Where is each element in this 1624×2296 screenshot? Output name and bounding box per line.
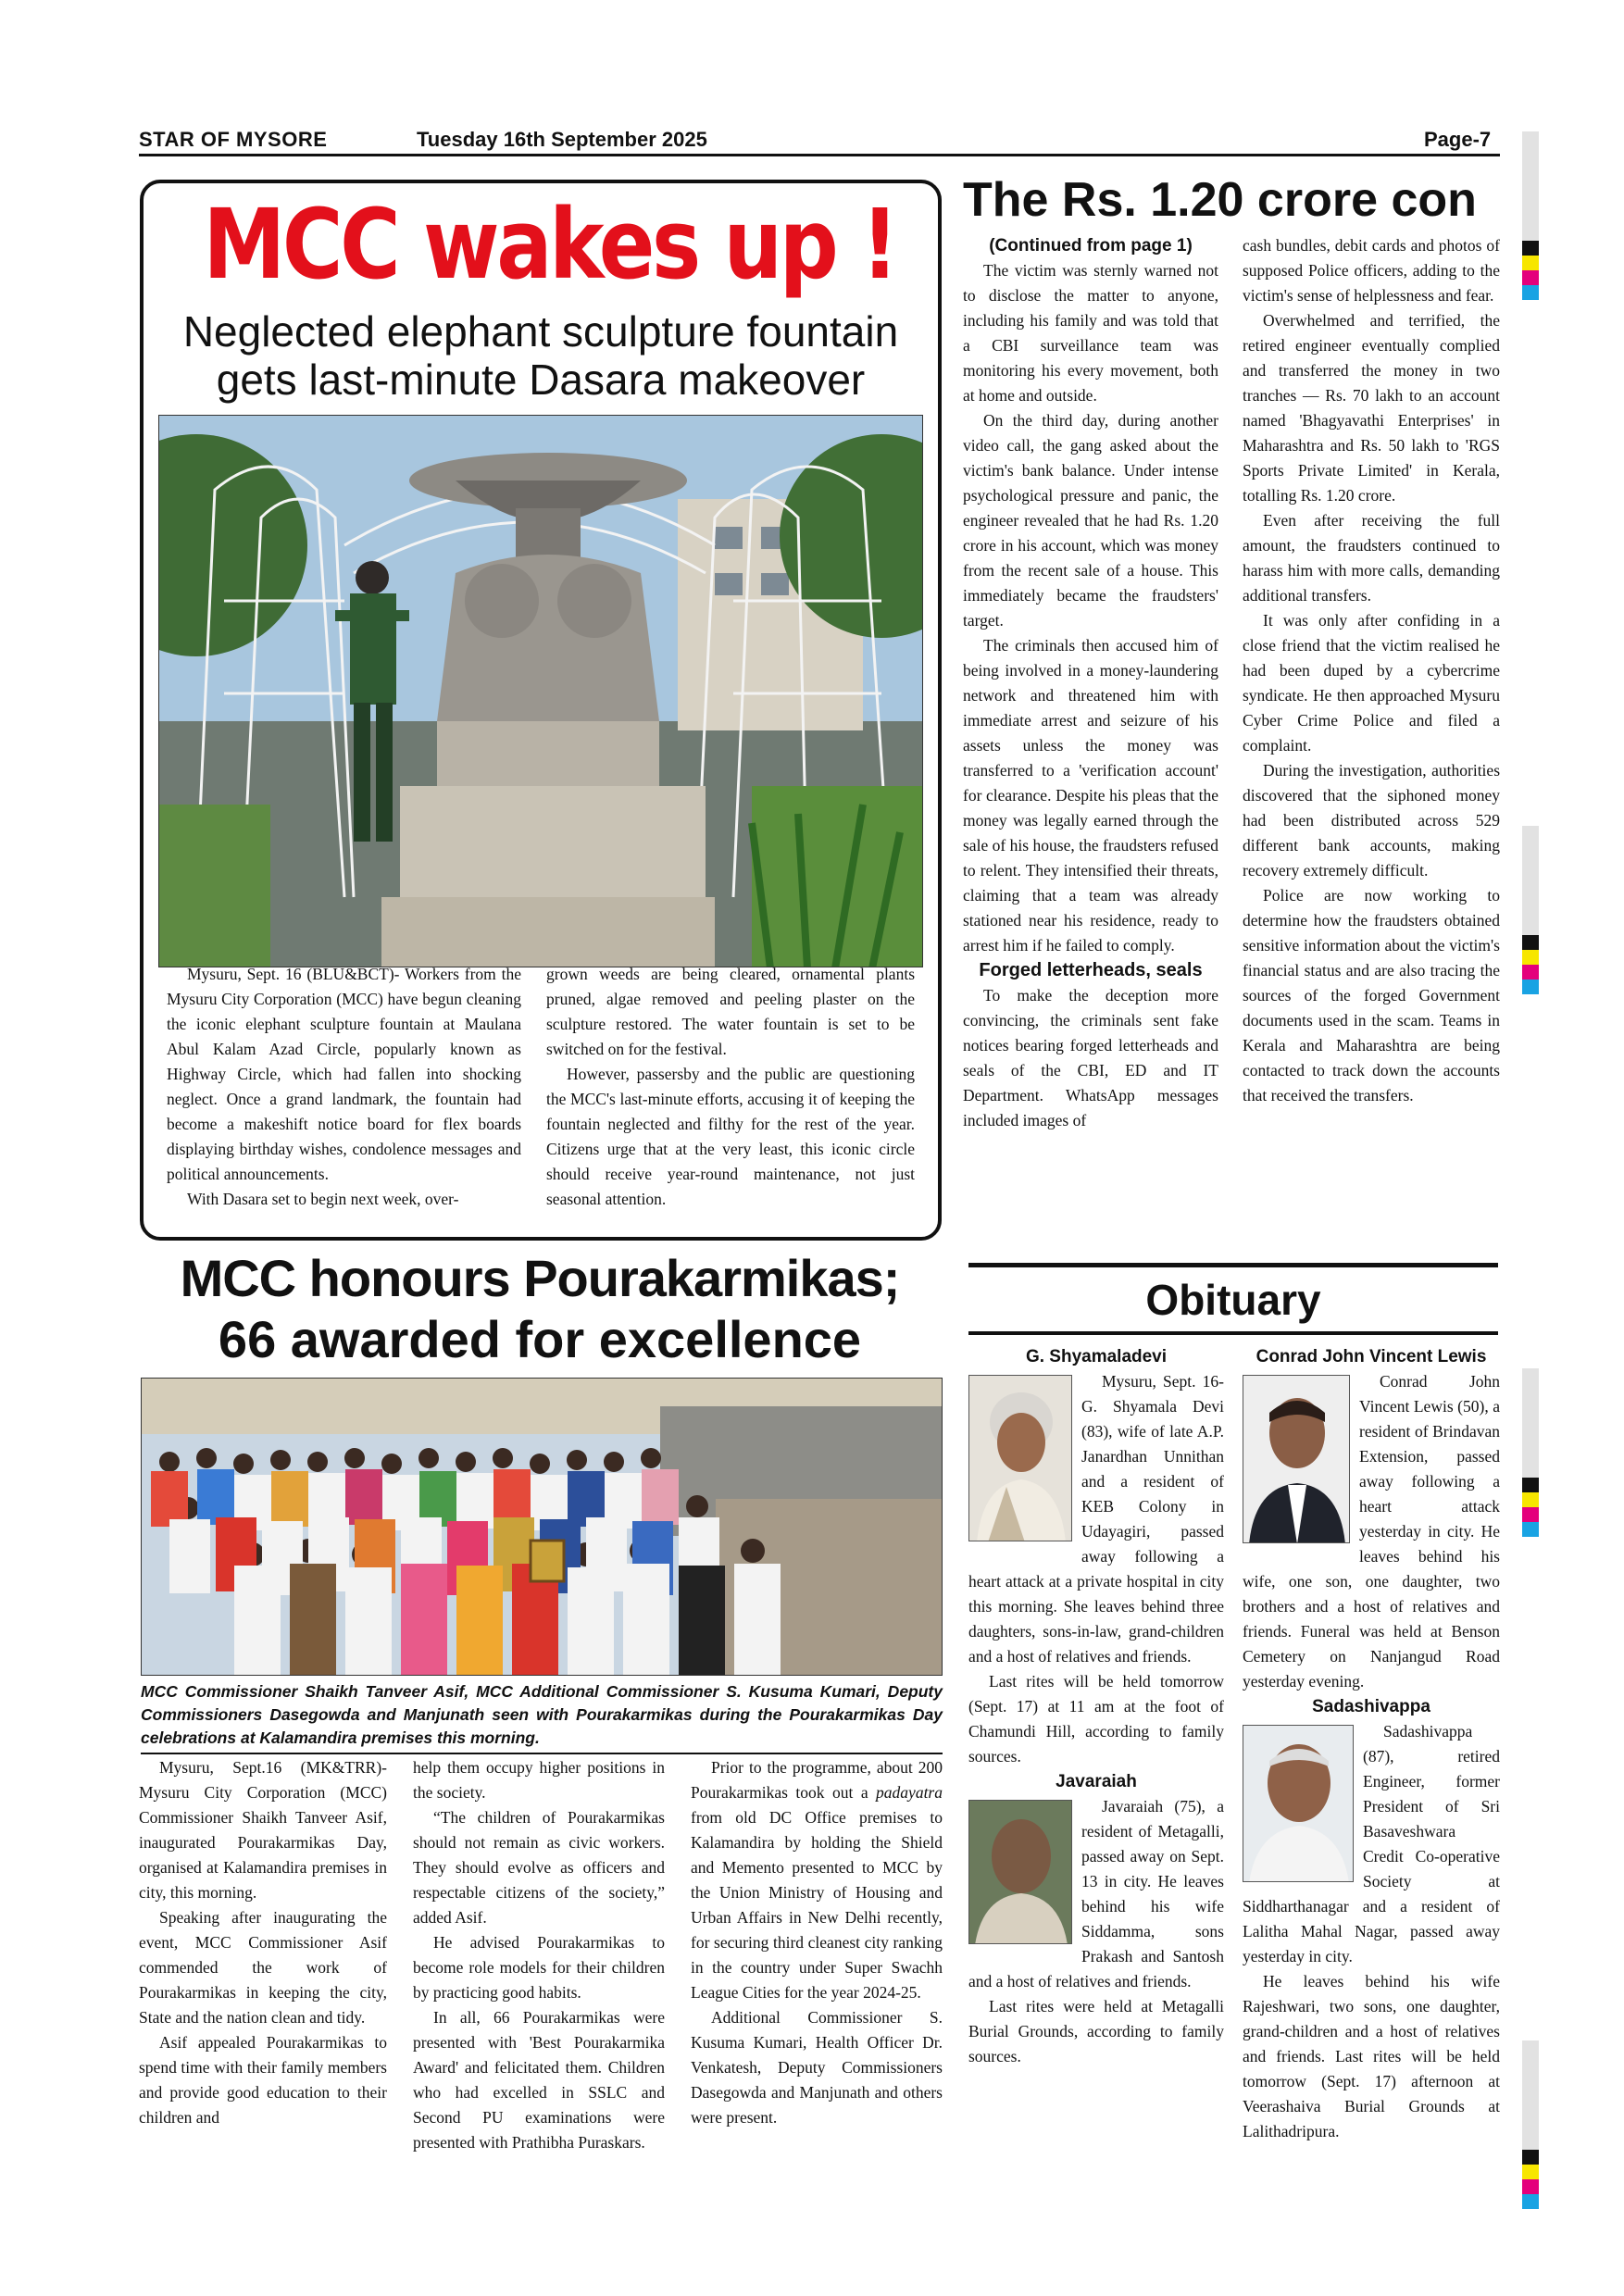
paragraph: He advised Pourakarmikas to become role models for their children by practicing good habits. xyxy=(413,1933,665,2002)
obituary-column-2 xyxy=(1243,1344,1500,2144)
obituary-text: Sadashivappa (87), retired Engineer, former President of Sri Basaveshwara Credit Co-operative Society at Siddharthanagar and a resident of Lalitha Mahal Nagar, passed away yesterday in city. xyxy=(1243,1722,1500,1965)
color-registration-strip xyxy=(1522,1368,1539,1537)
obituary-column-1 xyxy=(968,1344,1224,2069)
issue-date: Tuesday 16th September 2025 xyxy=(417,128,707,151)
color-registration-strip xyxy=(1522,826,1539,994)
paragraph: On the third day, during another video call, the gang asked about the victim's bank balance. Under intense psychological pressure and panic, the engineer revealed that he had Rs. 1.20 crore in his account, which was money from the recent sale of a house. This immediately became the fraudsters' target. xyxy=(963,411,1218,630)
obituary-text: Javaraiah (75), a resident of Metagalli, passed away on Sept. 13 in city. He leaves behind his wife Siddamma, sons Prakash and Santosh and a host of relatives and friends. xyxy=(968,1797,1224,1990)
newspaper-name: STAR OF MYSORE xyxy=(139,128,328,151)
portrait-shyamaladevi xyxy=(968,1375,1072,1541)
main-headline: MCC wakes up ! xyxy=(203,188,896,301)
paragraph: Even after receiving the full amount, the fraudsters continued to harass him with more calls, demanding additional transfers. xyxy=(1243,511,1500,605)
main-subheadline: Neglected elephant sculpture fountain gets last-minute Dasara makeover xyxy=(182,307,899,404)
color-registration-strip xyxy=(1522,2040,1539,2209)
pk-headline-line-2: 66 awarded for excellence xyxy=(218,1310,862,1368)
obituary-text: Last rites will be held tomorrow (Sept. 17) at 11 am at the foot of Chamundi Hill, according to family sources. xyxy=(968,1672,1224,1766)
pk-column-2 xyxy=(413,1755,665,2155)
obituary-text: Conrad John Vincent Lewis (50), a resident of Brindavan Extension, passed away following a heart attack yesterday in city. He leaves behind his wife, one son, one daughter, two brothers and a host of relatives and friends. Funeral was held at Benson Cemetery on Nanjangud Road yesterday evening. xyxy=(1243,1372,1500,1691)
obituary-name: Conrad John Vincent Lewis xyxy=(1255,1347,1487,1366)
paragraph: “The children of Pourakarmikas should not remain as civic workers. They should evolve as officers and respectable citizens of the society,” added Asif. xyxy=(413,1808,665,1927)
main-story-column-1 xyxy=(167,962,521,1212)
pk-headline-line-1: MCC honours Pourakarmikas; xyxy=(180,1249,900,1307)
main-story-column-2 xyxy=(546,962,915,1212)
header-rule xyxy=(139,154,1500,156)
obituary-bottom-rule xyxy=(968,1331,1498,1335)
portrait-javaraiah xyxy=(968,1800,1072,1944)
paragraph: In all, 66 Pourakarmikas were presented with 'Best Pourakarmika Award' and felicitated them. Children who had excelled in SSLC and Second PU examinations were presented with Prathibha Puraskars. xyxy=(413,2008,665,2152)
paragraph: Additional Commissioner S. Kusuma Kumari, Health Officer Dr. Venkatesh, Deputy Commissioners Dasegowda and Manjunath and others were present. xyxy=(691,2008,943,2127)
paragraph: Asif appealed Pourakarmikas to spend time with their family members and provide good education to their children and xyxy=(139,2033,387,2127)
paragraph: Overwhelmed and terrified, the retired engineer eventually complied and transferred the money in two tranches — Rs. 70 lakh to an account named 'Bhagyavathi Enterprises' in Maharashtra and Rs. 50 lakh to 'RGS Sports Private Limited' in Kerala, totalling Rs. 1.20 crore. xyxy=(1243,311,1500,505)
caption-rule xyxy=(141,1753,943,1754)
obituary-top-rule xyxy=(968,1263,1498,1267)
paragraph: grown weeds are being cleared, ornamental plants pruned, algae removed and peeling plaster on the sculpture restored. The water fountain is set to be switched on for the festival. xyxy=(546,965,915,1058)
con-headline: The Rs. 1.20 crore con xyxy=(963,173,1477,227)
pk-column-3 xyxy=(691,1755,943,2130)
paragraph: To make the deception more convincing, the criminals sent fake notices bearing forged letterheads and seals of the CBI, ED and IT Department. WhatsApp messages included images of xyxy=(963,986,1218,1129)
paragraph: cash bundles, debit cards and photos of supposed Police officers, adding to the victim's sense of helplessness and fear. xyxy=(1243,236,1500,305)
obituary-name: Javaraiah xyxy=(1056,1772,1137,1791)
paragraph: Speaking after inaugurating the event, MCC Commissioner Asif commended the work of Pourakarmikas in keeping the city, State and the nation clean and tidy. xyxy=(139,1908,387,2027)
paragraph: help them occupy higher positions in the society. xyxy=(413,1758,665,1802)
obituary-text: Mysuru, Sept. 16- G. Shyamala Devi (83), wife of late A.P. Janardhan Unnithan and a resident of KEB Colony in Udayagiri, passed away following a heart attack at a private hospital in city this morning. She leaves behind three daughters, sons-in-law, grand-children and a host of relatives and friends. xyxy=(968,1372,1224,1666)
paragraph: With Dasara set to begin next week, over- xyxy=(187,1190,459,1208)
paragraph: Mysuru, Sept. 16 (BLU&BCT)- Workers from the Mysuru City Corporation (MCC) have begun cleaning the iconic elephant sculpture fountain at Maulana Abul Kalam Azad Circle, popularly known as Highway Circle, which had fallen into shocking neglect. Once a grand landmark, the fountain had become a makeshift notice board for flex boards displaying birthday wishes, condolence messages and political announcements. xyxy=(167,965,521,1183)
paragraph: During the investigation, authorities discovered that the siphoned money had been distributed across 529 different bank accounts, making recovery extremely difficult. xyxy=(1243,761,1500,880)
page-number: Page-7 xyxy=(1424,128,1492,151)
portrait-sadashivappa xyxy=(1243,1725,1354,1882)
paragraph: The criminals then accused him of being involved in a money-laundering network and threatened him with immediate arrest and seizure of his assets unless the money was transferred to a 'verification account' for clearance. Despite his pleas that the money was legally earned through the sale of his house, the fraudsters refused to relent. They intensified their threats, claiming that a team was already stationed near his residence, ready to arrest him if he failed to comply. xyxy=(963,636,1218,955)
continued-note: (Continued from page 1) xyxy=(989,236,1193,256)
paragraph: It was only after confiding in a close friend that the victim realised he had been duped by a cybercrime syndicate. He then approached Mysuru Cyber Crime Police and filed a complaint. xyxy=(1243,611,1500,755)
obituary-name: Sadashivappa xyxy=(1312,1697,1430,1716)
con-subhead: Forged letterheads, seals xyxy=(979,960,1203,980)
paragraph: However, passersby and the public are questioning the MCC's last-minute efforts, accusing it of keeping the fountain neglected and filthy for the rest of the year. Citizens urge that at the very least, this iconic circle should receive year-round maintenance, not just seasonal attention. xyxy=(546,1065,915,1208)
paragraph: The victim was sternly warned not to disclose the matter to anyone, including his family and was told that a CBI surveillance team was monitoring his every movement, both at home and outside. xyxy=(963,261,1218,405)
obituary-text: He leaves behind his wife Rajeshwari, two sons, one daughter, grand-children and a host of relatives and friends. Last rites will be held tomorrow (Sept. 17) afternoon at Veerashaiva Burial Grounds at Lalithadripura. xyxy=(1243,1972,1500,2140)
con-story-column-1 xyxy=(963,233,1218,1133)
obituary-name: G. Shyamaladevi xyxy=(1025,1347,1168,1366)
pk-photo-caption: MCC Commissioner Shaikh Tanveer Asif, MCC Additional Commissioner S. Kusuma Kumari, Deputy Commissioners Dasegowda and Manjunath seen with Pourakarmikas during the Pourakarmikas Day celebrations at Kalamandira premises this morning. xyxy=(141,1682,943,1747)
fountain-photo xyxy=(158,415,923,967)
paragraph: Police are now working to determine how the fraudsters obtained sensitive information about the victim's financial status and are also tracing the sources of the forged Government documents used in the scam. Teams in Kerala and Maharashtra are being contacted to track down the accounts that received the transfers. xyxy=(1243,886,1500,1104)
paragraph: Mysuru, Sept.16 (MK&TRR)- Mysuru City Corporation (MCC) Commissioner Shaikh Tanveer Asif, inaugurated Pourakarmikas Day, organised at Kalamandira premises in city, this morning. xyxy=(139,1758,387,1902)
obituary-text: Last rites were held at Metagalli Burial Grounds, according to family sources. xyxy=(968,1997,1224,2065)
pk-column-1 xyxy=(139,1755,387,2130)
pourakarmikas-group-photo xyxy=(141,1378,943,1676)
con-story-column-2 xyxy=(1243,233,1500,1108)
color-registration-strip xyxy=(1522,131,1539,300)
portrait-lewis xyxy=(1243,1375,1350,1543)
paragraph: Prior to the programme, about 200 Pourakarmikas took out a padayatra from old DC Office premises to Kalamandira by holding the Shield and Memento presented to MCC by the Union Ministry of Housing and Urban Affairs in New Delhi recently, for securing third cleanest city ranking in the country under Super Swachh League Cities for the year 2024-25. xyxy=(691,1758,943,2002)
obituary-heading: Obituary xyxy=(1145,1276,1321,1324)
